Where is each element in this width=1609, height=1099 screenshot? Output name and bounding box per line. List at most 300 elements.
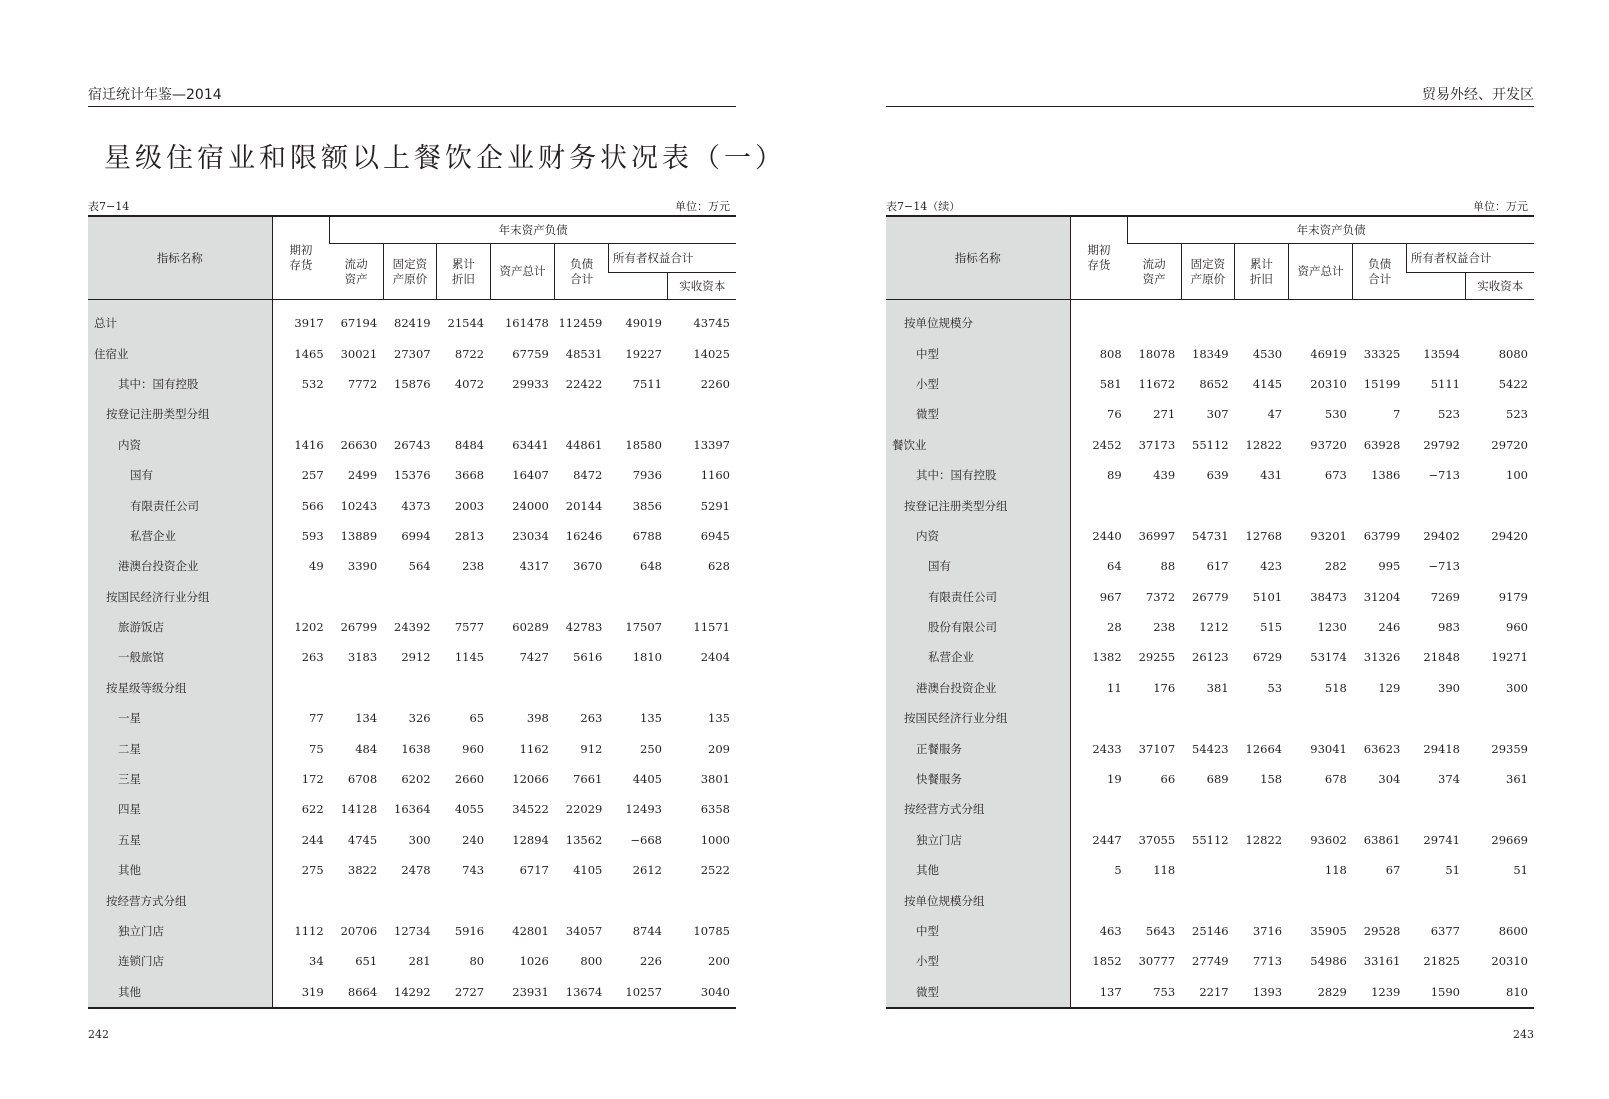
page-number: 243: [1513, 1028, 1534, 1041]
cell-value: 209: [708, 741, 730, 756]
cell-value: 51: [1445, 863, 1460, 878]
table-row: [88, 369, 736, 399]
row-label: 中型: [886, 338, 1070, 368]
table-row: [88, 794, 736, 824]
cell-value: 300: [408, 832, 431, 847]
cell-value: [1070, 885, 1128, 915]
cell-value: 77: [309, 711, 324, 726]
cell-value: 2404: [700, 650, 730, 665]
header-paid-in-capital: 实收资本: [1466, 273, 1534, 300]
cell-value: 390: [1438, 680, 1460, 695]
table-row: [886, 612, 1534, 642]
cell-value: 673: [1324, 468, 1347, 483]
cell-value: 238: [462, 559, 485, 574]
cell-value: [668, 582, 736, 612]
cell-value: 4373: [401, 498, 431, 513]
cell-value: 3716: [1252, 924, 1283, 938]
cell-value: [1070, 490, 1128, 520]
cell-value: 42801: [512, 924, 549, 938]
cell-value: [1353, 703, 1406, 733]
cell-value: [555, 399, 608, 429]
cell-value: [608, 399, 668, 429]
table-row: [886, 703, 1534, 733]
cell-value: 14025: [693, 346, 730, 361]
cell-value: 8744: [632, 924, 662, 938]
cell-value: 307: [1206, 407, 1229, 422]
cell-value: 593: [301, 528, 324, 543]
cell-value: 31204: [1363, 589, 1401, 604]
cell-value: 8722: [454, 346, 485, 361]
cell-value: [1128, 490, 1181, 520]
cell-value: [1070, 703, 1128, 733]
cell-value: 137: [1099, 984, 1122, 999]
cell-value: [330, 885, 383, 915]
cell-value: 22422: [565, 376, 603, 391]
cell-value: 967: [1099, 589, 1122, 604]
table-body-left: [88, 300, 736, 1008]
cell-value: 240: [462, 832, 485, 847]
cell-value: [1288, 703, 1353, 733]
left-page: [88, 0, 786, 1099]
cell-value: 12066: [512, 772, 549, 787]
cell-value: 7372: [1145, 589, 1176, 604]
row-label: 小型: [886, 369, 1070, 399]
cell-value: 93602: [1310, 832, 1347, 847]
cell-value: 226: [640, 954, 662, 969]
cell-value: 8652: [1199, 376, 1229, 391]
cell-value: [1235, 885, 1288, 915]
cell-value: 100: [1506, 468, 1528, 483]
cell-value: [1466, 551, 1534, 581]
cell-value: 118: [1324, 863, 1347, 878]
cell-value: 4072: [454, 376, 485, 391]
cell-value: [1181, 794, 1234, 824]
cell-value: 64: [1107, 559, 1122, 574]
cell-value: 18349: [1192, 346, 1229, 361]
cell-value: 6788: [632, 528, 662, 543]
cell-value: 2260: [700, 376, 730, 391]
cell-value: 67759: [512, 346, 549, 361]
cell-value: 26799: [340, 620, 378, 635]
row-label: 按国民经济行业分组: [88, 582, 272, 612]
cell-value: [1288, 885, 1353, 915]
cell-value: 29669: [1491, 832, 1528, 847]
cell-value: 15876: [394, 376, 431, 391]
cell-value: 20310: [1491, 954, 1528, 969]
cell-value: [1288, 794, 1353, 824]
header-total-assets: 资产总计: [1288, 244, 1353, 300]
cell-value: 29255: [1138, 650, 1176, 665]
cell-value: [668, 399, 736, 429]
cell-value: [555, 673, 608, 703]
cell-value: 21848: [1423, 650, 1460, 665]
cell-value: [1235, 703, 1288, 733]
cell-value: 22029: [565, 802, 603, 817]
row-label: 按星级等级分组: [88, 673, 272, 703]
cell-value: [383, 885, 436, 915]
cell-value: 1162: [519, 741, 549, 756]
cell-value: 3670: [573, 559, 603, 574]
header-fixed-assets: 固定资产原价: [383, 244, 436, 300]
cell-value: [1466, 300, 1534, 339]
cell-value: 263: [301, 650, 324, 665]
header-depreciation: 累计折旧: [1235, 244, 1288, 300]
cell-value: 135: [640, 711, 662, 726]
cell-value: 2452: [1092, 437, 1122, 452]
cell-value: 16364: [394, 802, 431, 817]
cell-value: [1181, 490, 1234, 520]
cell-value: 55112: [1192, 832, 1229, 847]
cell-value: 532: [301, 376, 324, 391]
cell-value: 34522: [512, 802, 549, 817]
header-current-assets: 流动资产: [344, 256, 368, 286]
row-label: 港澳台投资企业: [88, 551, 272, 581]
cell-value: [1466, 885, 1534, 915]
cell-value: 16246: [565, 528, 603, 543]
row-label: 内资: [886, 521, 1070, 551]
cell-value: 13562: [565, 832, 603, 847]
cell-value: 26630: [340, 437, 378, 452]
cell-value: 7269: [1430, 589, 1460, 604]
table-row: [886, 490, 1534, 520]
cell-value: 300: [1506, 680, 1528, 695]
cell-value: [1235, 794, 1288, 824]
table-row: [88, 430, 736, 460]
cell-value: 60289: [512, 620, 549, 635]
table-row: [88, 916, 736, 946]
cell-value: [1353, 490, 1406, 520]
cell-value: 93720: [1310, 437, 1347, 452]
cell-value: 263: [580, 711, 603, 726]
cell-value: 5291: [700, 498, 730, 513]
cell-value: [437, 673, 490, 703]
row-label: 连锁门店: [88, 946, 272, 976]
cell-value: 1590: [1430, 984, 1460, 999]
cell-value: [1235, 855, 1288, 885]
cell-value: [1181, 855, 1234, 885]
cell-value: 2522: [700, 863, 730, 878]
cell-value: 14292: [394, 984, 431, 999]
cell-value: [555, 582, 608, 612]
cell-value: 983: [1438, 620, 1460, 635]
header-name: 指标名称: [88, 216, 272, 300]
cell-value: 7577: [454, 620, 485, 635]
cell-value: 93041: [1310, 741, 1347, 756]
cell-value: 678: [1324, 772, 1347, 787]
header-owners-equity-spacer: [1406, 273, 1466, 300]
header-current-assets: 流动资产: [1142, 256, 1166, 286]
cell-value: 35905: [1310, 924, 1347, 938]
cell-value: 8664: [347, 984, 378, 999]
cell-value: 564: [408, 559, 431, 574]
cell-value: 8080: [1498, 346, 1528, 361]
running-head: 宿迁统计年鉴—2014: [88, 87, 222, 103]
row-label: 正餐服务: [886, 733, 1070, 763]
cell-value: 9179: [1498, 589, 1528, 604]
cell-value: 10243: [340, 498, 378, 513]
row-label: 独立门店: [886, 825, 1070, 855]
cell-value: [1181, 885, 1234, 915]
cell-value: 20310: [1310, 376, 1347, 391]
cell-value: 960: [462, 741, 485, 756]
table-row: [886, 642, 1534, 672]
cell-value: 7713: [1252, 954, 1283, 969]
cell-value: [330, 582, 383, 612]
cell-value: 63799: [1363, 528, 1401, 543]
cell-value: 112459: [558, 316, 603, 331]
cell-value: 423: [1260, 559, 1283, 574]
cell-value: 11672: [1138, 376, 1176, 391]
cell-value: [608, 673, 668, 703]
cell-value: 4530: [1252, 346, 1283, 361]
cell-value: 743: [462, 863, 485, 878]
cell-value: 463: [1099, 924, 1122, 938]
cell-value: 515: [1260, 620, 1283, 635]
cell-value: 2912: [401, 650, 431, 665]
cell-value: 1465: [294, 346, 324, 361]
cell-value: [1070, 300, 1128, 339]
cell-value: 2447: [1092, 832, 1122, 847]
cell-value: [490, 885, 555, 915]
cell-value: 65: [469, 711, 485, 726]
table-row: [886, 733, 1534, 763]
cell-value: 257: [301, 468, 324, 483]
cell-value: 55112: [1192, 437, 1229, 452]
table-row: [886, 673, 1534, 703]
row-label: 按经营方式分组: [88, 885, 272, 915]
table-row: [886, 551, 1534, 581]
row-label: 住宿业: [88, 338, 272, 368]
cell-value: 2829: [1317, 984, 1347, 999]
cell-value: 12822: [1245, 437, 1283, 452]
cell-value: 31326: [1363, 650, 1401, 665]
table-row: [88, 300, 736, 339]
cell-value: 89: [1107, 468, 1122, 483]
cell-value: 12493: [625, 802, 662, 817]
cell-value: 808: [1099, 346, 1122, 361]
row-label: 一般旅馆: [88, 642, 272, 672]
cell-value: 3856: [632, 498, 662, 513]
cell-value: 26123: [1192, 650, 1229, 665]
table-row: [88, 551, 736, 581]
table-body-right: [886, 300, 1534, 1008]
cell-value: 36997: [1138, 528, 1176, 543]
table-row: [88, 521, 736, 551]
cell-value: 1416: [294, 437, 324, 452]
header-opening-inventory: 期初存货: [272, 216, 330, 300]
cell-value: 2612: [632, 863, 662, 878]
cell-value: 12734: [394, 924, 431, 938]
cell-value: 53: [1267, 680, 1283, 695]
cell-value: [437, 885, 490, 915]
cell-value: 381: [1206, 680, 1229, 695]
cell-value: 6945: [700, 528, 730, 543]
row-label: 餐饮业: [886, 430, 1070, 460]
cell-value: 54731: [1192, 528, 1229, 543]
cell-value: 11571: [693, 620, 730, 635]
table-row: [886, 764, 1534, 794]
cell-value: 29420: [1491, 528, 1528, 543]
cell-value: 5616: [573, 650, 603, 665]
page-number: 242: [88, 1028, 109, 1041]
table-row: [886, 582, 1534, 612]
header-total-liabilities: 负债合计: [1353, 244, 1406, 300]
cell-value: 651: [355, 954, 378, 969]
cell-value: 5111: [1430, 376, 1460, 391]
cell-value: 3822: [347, 863, 378, 878]
cell-value: [1406, 490, 1466, 520]
cell-value: 2217: [1199, 984, 1229, 999]
table-row: [886, 460, 1534, 490]
cell-value: 244: [301, 832, 324, 847]
cell-value: [330, 673, 383, 703]
cell-value: 13397: [693, 437, 730, 452]
cell-value: 6202: [401, 772, 431, 787]
cell-value: 176: [1153, 680, 1176, 695]
cell-value: 15376: [394, 468, 431, 483]
header-depreciation: 累计折旧: [437, 244, 490, 300]
cell-value: 12822: [1245, 832, 1283, 847]
cell-value: 29792: [1423, 437, 1460, 452]
cell-value: 1202: [294, 620, 324, 635]
cell-value: 326: [408, 711, 431, 726]
cell-value: 319: [301, 984, 324, 999]
row-label: 股份有限公司: [886, 612, 1070, 642]
cell-value: 28: [1107, 620, 1122, 635]
table-row: [886, 430, 1534, 460]
header-rule: [88, 106, 736, 107]
cell-value: [1466, 490, 1534, 520]
cell-value: 11: [1107, 680, 1122, 695]
cell-value: 2813: [454, 528, 485, 543]
table-row: [88, 733, 736, 763]
cell-value: 19: [1107, 772, 1122, 787]
cell-value: 42783: [565, 620, 603, 635]
cell-value: 2433: [1092, 741, 1122, 756]
row-label: 其中：国有控股: [886, 460, 1070, 490]
cell-value: 518: [1324, 680, 1347, 695]
cell-value: 54986: [1310, 954, 1347, 969]
cell-value: 8484: [454, 437, 485, 452]
table-row: [88, 642, 736, 672]
cell-value: −713: [1428, 559, 1460, 574]
cell-value: 51: [1513, 863, 1528, 878]
cell-value: 1638: [401, 741, 431, 756]
cell-value: [1128, 885, 1181, 915]
table-row: [886, 399, 1534, 429]
cell-value: 21544: [447, 316, 485, 331]
header-year-end-group: 年末资产负债: [330, 216, 736, 244]
cell-value: 93201: [1310, 528, 1347, 543]
cell-value: 30021: [340, 346, 378, 361]
row-label: 快餐服务: [886, 764, 1070, 794]
row-label: 四星: [88, 794, 272, 824]
table-row: [886, 916, 1534, 946]
cell-value: 172: [301, 772, 324, 787]
row-label: 港澳台投资企业: [886, 673, 1070, 703]
cell-value: [1128, 794, 1181, 824]
cell-value: [1406, 794, 1466, 824]
row-label: 按单位规模分组: [886, 885, 1070, 915]
cell-value: [272, 885, 330, 915]
header-name: 指标名称: [886, 216, 1070, 300]
cell-value: 250: [640, 741, 662, 756]
running-head: 贸易外经、开发区: [1422, 87, 1534, 103]
cell-value: 37107: [1138, 741, 1176, 756]
finance-table-left: [88, 215, 736, 1009]
table-row: [88, 764, 736, 794]
row-label: 有限责任公司: [88, 490, 272, 520]
cell-value: [1181, 703, 1234, 733]
table-row: [88, 885, 736, 915]
cell-value: 29528: [1363, 924, 1401, 938]
cell-value: 5: [1114, 863, 1122, 878]
cell-value: [1235, 300, 1288, 339]
cell-value: [272, 673, 330, 703]
cell-value: 271: [1153, 407, 1176, 422]
row-label: 按国民经济行业分组: [886, 703, 1070, 733]
cell-value: 5643: [1145, 924, 1176, 938]
cell-value: [437, 399, 490, 429]
cell-value: 1810: [632, 650, 662, 665]
row-label: 按经营方式分组: [886, 794, 1070, 824]
cell-value: 75: [309, 741, 324, 756]
cell-value: 3040: [700, 984, 730, 999]
cell-value: 1386: [1371, 468, 1401, 483]
table-row: [88, 855, 736, 885]
cell-value: 304: [1378, 772, 1401, 787]
table-row: [886, 946, 1534, 976]
cell-value: 4405: [632, 772, 662, 787]
cell-value: 88: [1160, 559, 1176, 574]
cell-value: 1145: [454, 650, 485, 665]
cell-value: 34057: [565, 924, 603, 938]
cell-value: 24000: [512, 498, 549, 513]
cell-value: 20706: [340, 924, 378, 938]
cell-value: 1852: [1092, 954, 1122, 969]
row-label: 国有: [88, 460, 272, 490]
row-label: 国有: [886, 551, 1070, 581]
cell-value: 15199: [1363, 376, 1401, 391]
cell-value: 398: [526, 711, 549, 726]
cell-value: 912: [580, 741, 603, 756]
table-row: [886, 855, 1534, 885]
cell-value: 7427: [519, 650, 549, 665]
cell-value: [1406, 300, 1466, 339]
table-row: [88, 399, 736, 429]
cell-value: [1288, 300, 1353, 339]
cell-value: 1212: [1199, 620, 1229, 635]
cell-value: 23931: [512, 984, 549, 999]
cell-value: 2478: [401, 863, 431, 878]
row-label: 内资: [88, 430, 272, 460]
cell-value: [608, 885, 668, 915]
row-label: 微型: [886, 977, 1070, 1008]
cell-value: 4105: [573, 863, 603, 878]
cell-value: 63623: [1363, 741, 1401, 756]
cell-value: 1230: [1317, 620, 1347, 635]
cell-value: 118: [1153, 863, 1176, 878]
cell-value: 63441: [512, 437, 549, 452]
cell-value: [1466, 703, 1534, 733]
cell-value: 76: [1107, 407, 1122, 422]
cell-value: 530: [1324, 407, 1347, 422]
cell-value: 14128: [340, 802, 378, 817]
table-label: 表7−14（续）: [886, 200, 961, 213]
cell-value: 48531: [565, 346, 603, 361]
cell-value: [1353, 300, 1406, 339]
cell-value: 54423: [1192, 741, 1229, 756]
